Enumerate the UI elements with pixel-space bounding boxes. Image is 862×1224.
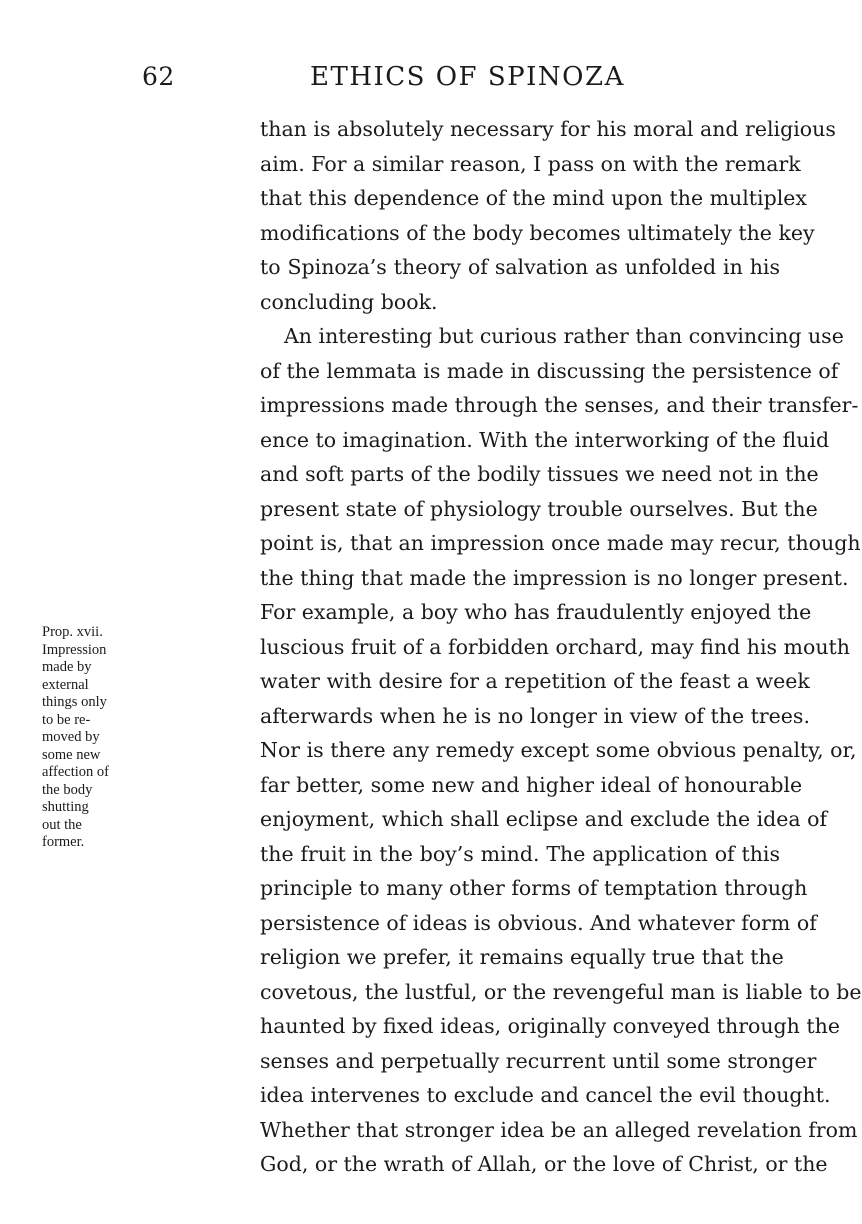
text-line: ence to imagination. With the interworking of the fluid — [260, 427, 830, 452]
body-text — [260, 112, 862, 1182]
text-line: haunted by fixed ideas, originally conveyed through the — [260, 1014, 840, 1038]
text-line: present state of physiology trouble ourselves. But the — [260, 496, 818, 521]
text-line: to Spinoza’s theory of salvation as unfolded in his — [260, 255, 780, 279]
text-line: of the lemmata is made in discussing the persistence of — [260, 358, 839, 383]
marginal-note-line: things only — [42, 694, 107, 710]
text-line: God, or the wrath of Allah, or the love of Christ, or the — [260, 1152, 828, 1176]
marginal-note-line: some new — [42, 746, 101, 763]
text-line: and soft parts of the bodily tissues we need not in the — [260, 462, 819, 486]
text-line: An interesting but curious rather than convincing use — [284, 324, 844, 348]
text-line: concluding book. — [260, 289, 438, 314]
text-line: the fruit in the boy’s mind. The application of this — [260, 841, 780, 866]
text-line: religion we prefer, it remains equally true that the — [260, 945, 784, 969]
text-line: Whether that stronger idea be an alleged revelation from — [260, 1117, 858, 1142]
marginal-note-line: made by — [42, 659, 92, 675]
text-line: aim. For a similar reason, I pass on with the remark — [260, 151, 801, 176]
marginal-note-line: Prop. xvii. — [42, 624, 103, 640]
text-line: than is absolutely necessary for his moral and religious — [260, 117, 836, 141]
text-line: modifications of the body becomes ultimately the key — [260, 220, 815, 245]
marginal-note-line: external — [42, 676, 89, 693]
text-line: the thing that made the impression is no longer present. — [260, 565, 849, 590]
marginal-note-line: Impression — [42, 641, 107, 658]
marginal-note-line: the body — [42, 781, 93, 798]
marginal-note-line: shutting — [42, 799, 89, 815]
text-line: enjoyment, which shall eclipse and exclude the idea of — [260, 807, 828, 831]
running-title: ETHICS OF SPINOZA — [310, 62, 625, 92]
text-line: For example, a boy who has fraudulently enjoyed the — [260, 600, 812, 624]
marginal-note — [42, 624, 157, 852]
text-line: luscious fruit of a forbidden orchard, may find his mouth — [260, 634, 850, 659]
marginal-note-line: out the — [42, 816, 82, 833]
text-line: far better, some new and higher ideal of honourable — [260, 772, 803, 797]
text-line: that this dependence of the mind upon the multiplex — [260, 186, 807, 210]
page-header — [142, 62, 732, 102]
marginal-note-line: affection of — [42, 764, 109, 780]
text-line: principle to many other forms of temptation through — [260, 876, 808, 900]
text-line: water with desire for a repetition of the feast a week — [260, 669, 810, 693]
page-number: 62 — [142, 62, 175, 91]
marginal-note-line: to be re- — [42, 711, 91, 728]
text-line: impressions made through the senses, and their transfer- — [260, 393, 859, 417]
marginal-note-line: former. — [42, 834, 85, 850]
text-line: covetous, the lustful, or the revengeful man is liable to be — [260, 979, 862, 1004]
text-line: point is, that an impression once made may recur, though — [260, 531, 861, 555]
text-line: afterwards when he is no longer in view of the trees. — [260, 703, 810, 728]
text-line: idea intervenes to exclude and cancel the evil thought. — [260, 1083, 831, 1107]
marginal-note-line: moved by — [42, 729, 100, 745]
text-line: senses and perpetually recurrent until some stronger — [260, 1048, 817, 1073]
text-line: Nor is there any remedy except some obvious penalty, or, — [260, 738, 857, 762]
text-line: persistence of ideas is obvious. And whatever form of — [260, 910, 817, 935]
